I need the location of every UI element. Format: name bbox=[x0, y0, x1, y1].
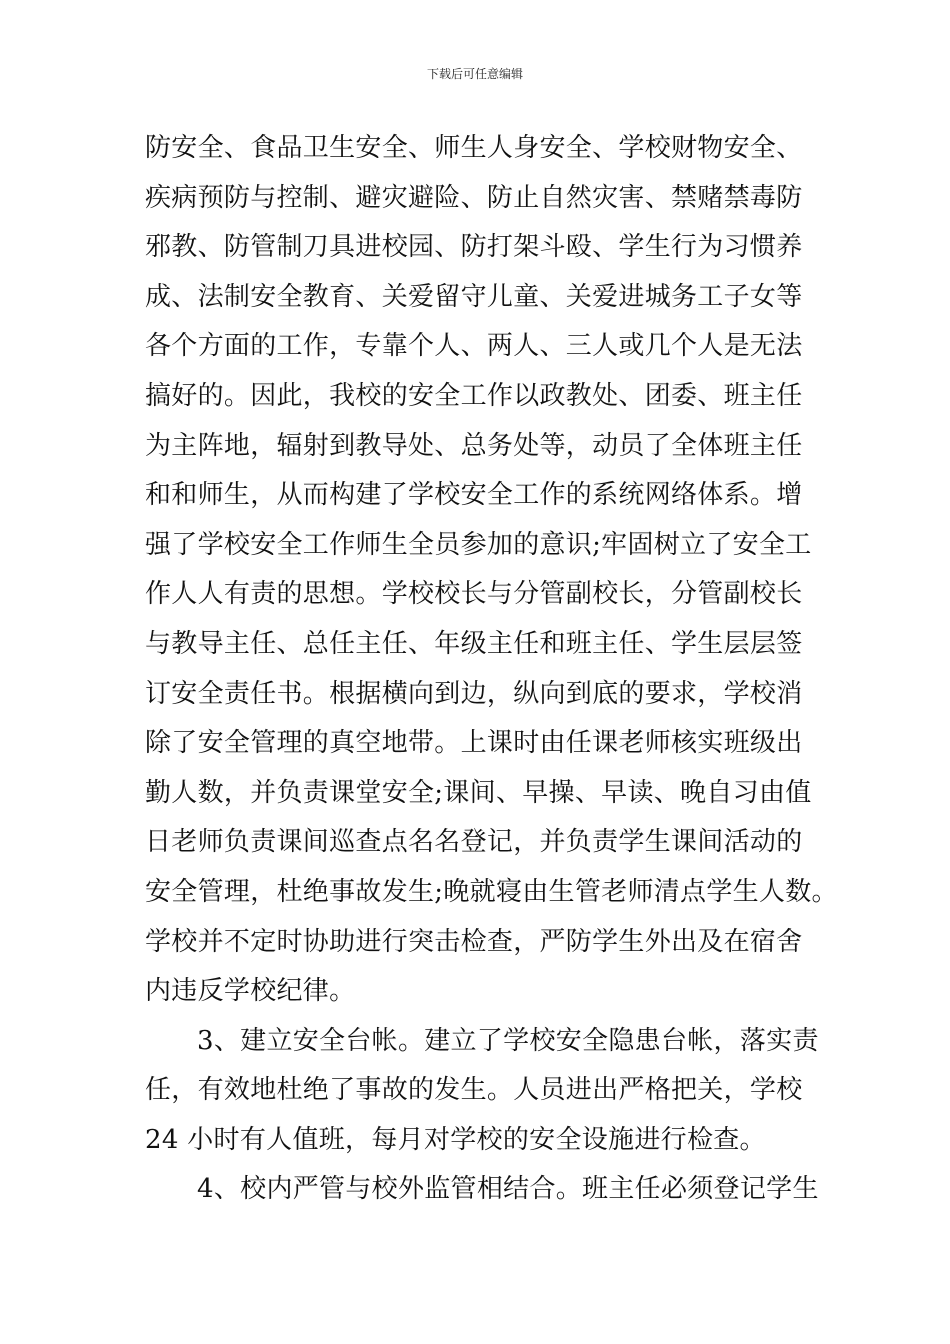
paragraph-line: 强了学校安全工作师生全员参加的意识;牢固树立了安全工 bbox=[145, 529, 812, 560]
paragraph-line: 各个方面的工作，专靠个人、两人、三人或几个人是无法 bbox=[145, 331, 803, 362]
paragraph-line: 3、建立安全台帐。建立了学校安全隐患台帐，落实责 bbox=[197, 1025, 819, 1056]
paragraph-line: 邪教、防管制刀具进校园、防打架斗殴、学生行为习惯养 bbox=[145, 232, 803, 263]
paragraph-line: 成、法制安全教育、关爱留守儿童、关爱进城务工子女等 bbox=[145, 281, 803, 312]
paragraph-line: 勤人数，并负责课堂安全;课间、早操、早读、晚自习由值 bbox=[145, 777, 812, 808]
page-header: 下载后可任意编辑 bbox=[426, 67, 523, 81]
paragraph-line: 防安全、食品卫生安全、师生人身安全、学校财物安全、 bbox=[145, 133, 803, 163]
document-body bbox=[145, 124, 838, 1215]
paragraph-line: 为主阵地，辐射到教导处、总务处等，动员了全体班主任 bbox=[145, 430, 803, 461]
paragraph-line: 4、校内严管与校外监管相结合。班主任必须登记学生 bbox=[197, 1174, 819, 1205]
paragraph-line: 作人人有责的思想。学校校长与分管副校长，分管副校长 bbox=[145, 579, 803, 610]
paragraph-line: 除了安全管理的真空地带。上课时由任课老师核实班级出 bbox=[145, 728, 803, 759]
paragraph-line: 搞好的。因此，我校的安全工作以政教处、团委、班主任 bbox=[145, 380, 803, 411]
paragraph-line: 内违反学校纪律。 bbox=[145, 976, 356, 1007]
paragraph-line: 学校并不定时协助进行突击检查，严防学生外出及在宿舍 bbox=[145, 926, 803, 957]
paragraph-line: 疾病预防与控制、避灾避险、防止自然灾害、禁赌禁毒防 bbox=[145, 182, 803, 213]
paragraph-line: 订安全责任书。根据横向到边，纵向到底的要求，学校消 bbox=[145, 678, 803, 709]
paragraph-line: 日老师负责课间巡查点名名登记，并负责学生课间活动的 bbox=[145, 827, 803, 858]
paragraph-line: 任，有效地杜绝了事故的发生。人员进出严格把关，学校 bbox=[145, 1075, 803, 1106]
paragraph-line: 24 小时有人值班，每月对学校的安全设施进行检查。 bbox=[145, 1124, 766, 1155]
paragraph-line: 安全管理，杜绝事故发生;晚就寝由生管老师清点学生人数。 bbox=[145, 876, 838, 907]
paragraph-line: 与教导主任、总任主任、年级主任和班主任、学生层层签 bbox=[145, 628, 803, 659]
paragraph-line: 和和师生，从而构建了学校安全工作的系统网络体系。增 bbox=[145, 480, 803, 511]
